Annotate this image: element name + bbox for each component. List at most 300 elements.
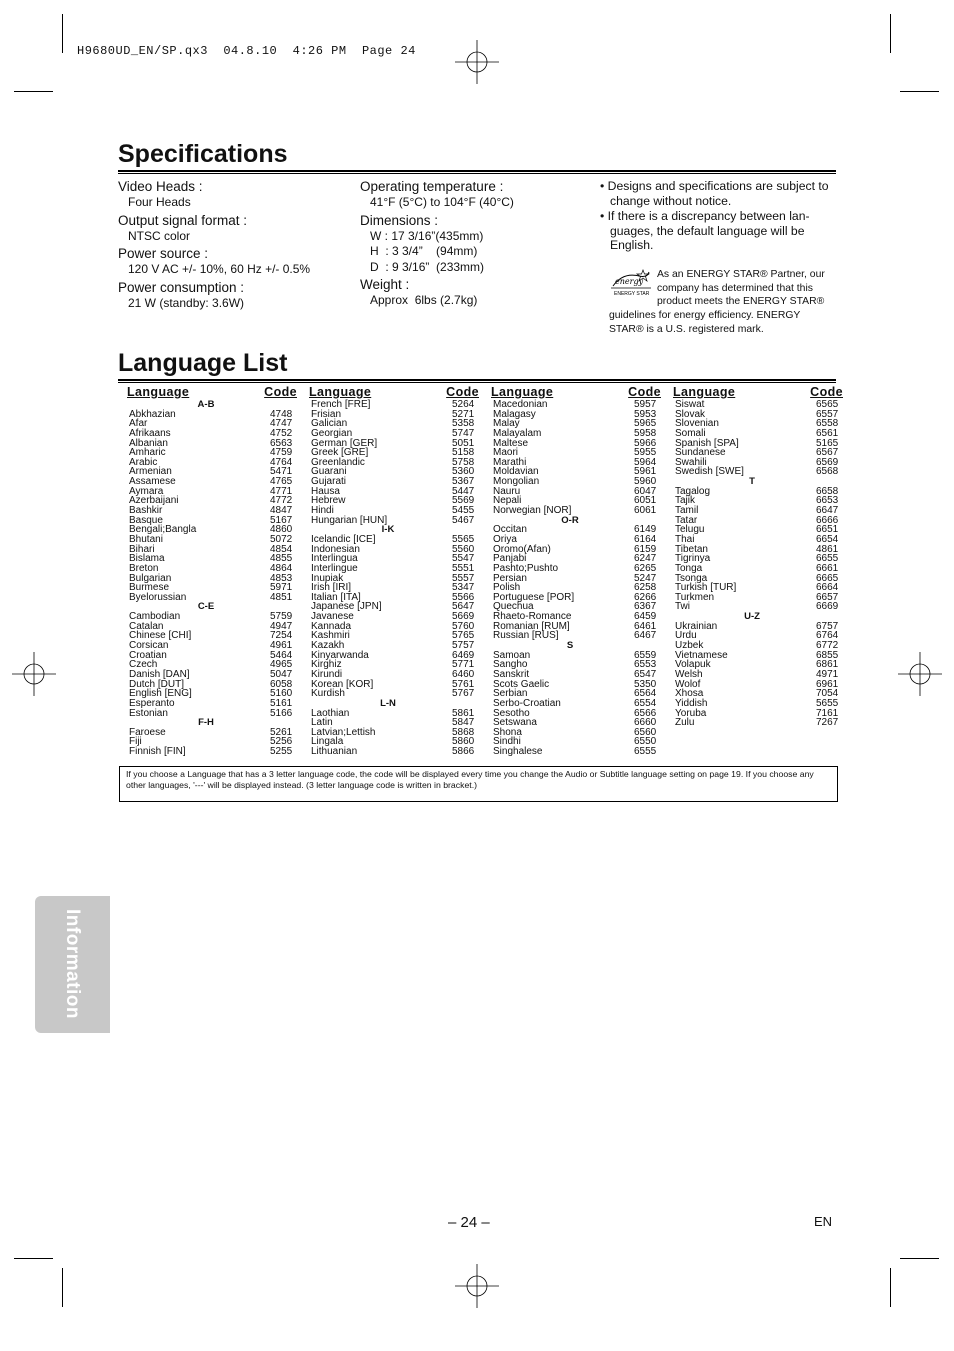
language-code: 6565	[816, 399, 839, 410]
language-name: Lithuanian	[311, 746, 358, 758]
header-code: Code	[446, 385, 479, 399]
energy-star-notice	[609, 268, 834, 337]
language-name: Greenlandic	[311, 456, 365, 468]
language-name: Turkmen	[675, 591, 715, 603]
spec-value: W : 17 3/16”(435mm)	[370, 228, 484, 243]
language-name: Arabic	[129, 456, 158, 468]
spec-value: 21 W (standby: 3.6W)	[128, 295, 245, 310]
language-name: Tibetan	[675, 543, 708, 555]
language-row	[673, 718, 843, 728]
spec-value: H : 3 3/4” (94mm)	[370, 244, 478, 258]
language-code: 5051	[452, 437, 475, 449]
language-code: 4965	[270, 659, 293, 671]
language-name: Malagasy	[493, 408, 536, 420]
crop-mark	[14, 1258, 53, 1259]
language-name: Oriya	[493, 533, 517, 545]
language-code: 5759	[270, 611, 293, 623]
section-heading: I-K	[381, 524, 395, 536]
spec-label: Power source :	[118, 246, 209, 261]
language-code: 5256	[270, 736, 293, 748]
language-code: 6460	[452, 668, 475, 680]
language-code: 6159	[634, 543, 657, 555]
energy-star-logo-icon	[609, 268, 653, 296]
language-name: Georgian	[311, 427, 353, 439]
language-name: Malayalam	[493, 427, 542, 439]
language-code: 6247	[634, 553, 657, 565]
header-code: Code	[628, 385, 661, 399]
language-name: Zulu	[675, 717, 695, 729]
spec-column-2	[360, 178, 514, 311]
language-row	[309, 516, 479, 526]
language-name: Galician	[311, 418, 348, 430]
spec-value: 41°F (5°C) to 104°F (40°C)	[370, 195, 514, 209]
section-heading: F-H	[198, 717, 214, 729]
spec-label: Weight :	[360, 277, 410, 292]
language-name: Breton	[129, 562, 159, 574]
language-name: Cambodian	[129, 611, 181, 623]
language-name: Irish [IRI]	[311, 582, 352, 594]
language-name: Hebrew	[311, 495, 346, 507]
language-code: 5165	[816, 437, 839, 449]
specifications-title: Specifications	[118, 140, 288, 168]
language-name: Setswana	[493, 717, 537, 729]
language-code: 5072	[270, 533, 293, 545]
print-slug: H9680UD_EN/SP.qx3 04.8.10 4:26 PM Page 24	[77, 44, 416, 58]
language-rows	[309, 400, 479, 757]
language-code: 4747	[270, 418, 293, 430]
header-code: Code	[810, 385, 843, 399]
language-code: 5161	[270, 697, 293, 709]
language-code: 6665	[816, 572, 839, 584]
language-name: Maltese	[493, 437, 529, 449]
language-name: Turkish [TUR]	[675, 582, 737, 594]
language-name: Quechua	[493, 601, 534, 613]
spec-value: NTSC color	[128, 228, 191, 243]
language-name: Korean [KOR]	[311, 678, 374, 690]
language-name: Albanian	[129, 437, 168, 449]
registration-mark	[898, 652, 942, 696]
language-code: 6861	[816, 659, 839, 671]
language-code: 5868	[452, 726, 475, 738]
language-code: 4861	[816, 543, 839, 555]
language-code: 5953	[634, 408, 657, 420]
language-name: Occitan	[493, 524, 527, 536]
language-code: 4847	[270, 505, 293, 517]
language-code: 5669	[452, 611, 475, 623]
language-name: Guarani	[311, 466, 347, 478]
language-code: 4772	[270, 495, 293, 507]
language-name: Kirundi	[311, 668, 343, 680]
language-name: Kinyarwanda	[311, 649, 369, 661]
language-name: Tamil	[675, 505, 699, 517]
language-code: 5757	[452, 640, 475, 652]
language-code: 5467	[452, 514, 475, 526]
language-row	[673, 467, 843, 477]
language-name: Kannada	[311, 620, 352, 632]
spec-column-1	[118, 178, 310, 313]
language-code: 5958	[634, 427, 657, 439]
language-name: Aymara	[129, 485, 164, 497]
language-code: 5255	[270, 746, 293, 758]
language-name: Romanian [RUM]	[493, 620, 570, 632]
language-rows	[127, 400, 297, 757]
crop-mark	[62, 1268, 63, 1307]
language-code: 5569	[452, 495, 475, 507]
language-code: 6547	[634, 668, 657, 680]
language-name: Tajik	[675, 495, 696, 507]
language-name: Interlingue	[311, 562, 358, 574]
language-name: Indonesian	[311, 543, 360, 555]
language-code: 4853	[270, 572, 293, 584]
language-name: Nepali	[493, 495, 522, 507]
language-name: Pashto;Pushto	[493, 562, 559, 574]
language-code: 6559	[634, 649, 657, 661]
language-code: 6367	[634, 601, 657, 613]
language-column	[127, 384, 297, 757]
language-name: Fiji	[129, 736, 142, 748]
language-code: 7054	[816, 688, 839, 700]
language-code: 5771	[452, 659, 475, 671]
language-name: Welsh	[675, 668, 703, 680]
language-code: 5964	[634, 456, 657, 468]
language-name: Serbo-Croatian	[493, 697, 561, 709]
language-code: 4765	[270, 476, 293, 488]
language-name: Rhaeto-Romance	[493, 611, 572, 623]
language-name: Italian [ITA]	[311, 591, 361, 603]
language-name: Tatar	[675, 514, 698, 526]
language-name: Polish	[493, 582, 521, 594]
language-row	[309, 747, 479, 757]
language-code: 5350	[634, 678, 657, 690]
language-code: 6655	[816, 553, 839, 565]
language-name: Spanish [SPA]	[675, 437, 739, 449]
language-code: 5160	[270, 688, 293, 700]
svg-text:energy: energy	[615, 277, 644, 286]
svg-text:ENERGY STAR: ENERGY STAR	[614, 291, 650, 296]
language-rows	[673, 400, 843, 728]
language-code: 5358	[452, 418, 475, 430]
language-code: 5261	[270, 726, 293, 738]
language-code: 5655	[816, 697, 839, 709]
language-code: 5471	[270, 466, 293, 478]
section-heading: U-Z	[744, 611, 760, 623]
language-name: Afar	[129, 418, 148, 430]
language-code: 5866	[452, 746, 475, 758]
language-name: Inupiak	[311, 572, 344, 584]
language-code: 6568	[816, 466, 839, 478]
language-name: Telugu	[675, 524, 705, 536]
language-name: Bengali;Bangla	[129, 524, 197, 536]
language-code: 5847	[452, 717, 475, 729]
language-code: 4752	[270, 427, 293, 439]
language-code: 6654	[816, 533, 839, 545]
language-code: 6660	[634, 717, 657, 729]
language-name: Thai	[675, 533, 695, 545]
header-code: Code	[264, 385, 297, 399]
language-code: 6757	[816, 620, 839, 632]
header-language: Language	[127, 385, 190, 399]
language-name: Kirghiz	[311, 659, 342, 671]
language-name: Corsican	[129, 640, 169, 652]
language-name: Greek [GRE]	[311, 447, 369, 459]
language-code: 5747	[452, 427, 475, 439]
language-code: 6459	[634, 611, 657, 623]
language-code: 6149	[634, 524, 657, 536]
language-code: 6569	[816, 456, 839, 468]
language-name: Wolof	[675, 678, 701, 690]
language-name: Yoruba	[675, 707, 707, 719]
language-name: Lingala	[311, 736, 344, 748]
language-code: 5861	[452, 707, 475, 719]
language-name: Icelandic [ICE]	[311, 533, 376, 545]
language-name: Estonian	[129, 707, 168, 719]
language-code: 6164	[634, 533, 657, 545]
language-code: 5965	[634, 418, 657, 430]
language-code: 6558	[816, 418, 839, 430]
spec-notes	[600, 179, 836, 254]
language-name: Tsonga	[675, 572, 708, 584]
language-name: Hindi	[311, 505, 334, 517]
language-code: 5047	[270, 668, 293, 680]
language-code: 6550	[634, 736, 657, 748]
language-column	[491, 384, 661, 757]
language-name: Samoan	[493, 649, 531, 661]
language-code: 4759	[270, 447, 293, 459]
language-name: Shona	[493, 726, 522, 738]
page-number: – 24 –	[448, 1214, 490, 1231]
language-code: 5560	[452, 543, 475, 555]
language-name: Malay	[493, 418, 520, 430]
language-code: 6265	[634, 562, 657, 574]
language-code: 4764	[270, 456, 293, 468]
language-code: 5966	[634, 437, 657, 449]
language-list-title: Language List	[118, 349, 288, 377]
language-code: 5765	[452, 630, 475, 642]
language-code: 6560	[634, 726, 657, 738]
language-code: 5347	[452, 582, 475, 594]
language-code: 6657	[816, 591, 839, 603]
language-code: 4771	[270, 485, 293, 497]
language-code: 5760	[452, 620, 475, 632]
language-name: Armenian	[129, 466, 172, 478]
language-name: Portuguese [POR]	[493, 591, 575, 603]
language-code: 5566	[452, 591, 475, 603]
language-name: Afrikaans	[129, 427, 171, 439]
language-name: Nauru	[493, 485, 521, 497]
crop-mark	[890, 1268, 891, 1307]
language-name: Chinese [CHI]	[129, 630, 192, 642]
language-row	[491, 631, 661, 641]
language-code: 6564	[634, 688, 657, 700]
language-name: Kashmiri	[311, 630, 350, 642]
language-code: 6647	[816, 505, 839, 517]
section-heading: A-B	[197, 399, 215, 410]
language-name: Japanese [JPN]	[311, 601, 382, 613]
language-name: Singhalese	[493, 746, 543, 758]
language-name: Moldavian	[493, 466, 539, 478]
language-name: Xhosa	[675, 688, 704, 700]
language-code: 6764	[816, 630, 839, 642]
language-name: Bashkir	[129, 505, 163, 517]
language-name: Vietnamese	[675, 649, 728, 661]
language-name: Azerbaijani	[129, 495, 179, 507]
language-name: Bihari	[129, 543, 155, 555]
language-code: 5971	[270, 582, 293, 594]
language-code: 6555	[634, 746, 657, 758]
language-name: Abkhazian	[129, 408, 176, 420]
energy-star-text: As an ENERGY STAR® Partner, our company has determined that this product meets the ENERGY STAR® guidelines for energy efficiency. ENERGY STAR® is a U.S. registered mark.	[609, 269, 825, 335]
language-rows	[491, 400, 661, 757]
language-code: 6658	[816, 485, 839, 497]
section-heading: T	[749, 476, 755, 488]
language-name: Bislama	[129, 553, 165, 565]
language-name: Swedish [SWE]	[675, 466, 744, 478]
language-code: 7161	[816, 707, 839, 719]
language-code: 6467	[634, 630, 657, 642]
language-code: 6058	[270, 678, 293, 690]
spec-label: Dimensions :	[360, 212, 439, 228]
language-code: 6664	[816, 582, 839, 594]
language-name: Sundanese	[675, 447, 726, 459]
language-name: Mongolian	[493, 476, 540, 488]
language-code: 5767	[452, 688, 475, 700]
spec-value: 120 V AC +/- 10%, 60 Hz +/- 0.5%	[128, 262, 311, 276]
language-name: Burmese	[129, 582, 170, 594]
language-code: 5551	[452, 562, 475, 574]
language-name: Panjabi	[493, 553, 527, 565]
section-heading: L-N	[380, 697, 396, 709]
language-name: Dutch [DUT]	[129, 678, 185, 690]
title-rule	[118, 379, 836, 383]
language-code: 6266	[634, 591, 657, 603]
spec-label: Video Heads :	[118, 179, 203, 194]
spec-value: Four Heads	[128, 195, 191, 209]
section-heading: O-R	[561, 514, 579, 526]
language-name: Twi	[675, 601, 690, 613]
language-name: German [GER]	[311, 437, 378, 449]
language-name: Somali	[675, 427, 706, 439]
language-code: 5860	[452, 736, 475, 748]
language-code: 5565	[452, 533, 475, 545]
language-name: Hungarian [HUN]	[311, 514, 388, 526]
language-name: Sesotho	[493, 707, 530, 719]
language-code: 5960	[634, 476, 657, 488]
language-name: Latin	[311, 717, 333, 729]
language-code: 5761	[452, 678, 475, 690]
language-name: Tagalog	[675, 485, 711, 497]
language-name: Marathi	[493, 456, 527, 468]
language-name: Swahili	[675, 456, 707, 468]
language-code: 6566	[634, 707, 657, 719]
language-name: Slovak	[675, 408, 706, 420]
language-name: Latvian;Lettish	[311, 726, 376, 738]
language-name: Serbian	[493, 688, 528, 700]
language-name: Siswat	[675, 399, 705, 410]
language-name: Slovenian	[675, 418, 719, 430]
language-code: 5247	[634, 572, 657, 584]
language-code: 6047	[634, 485, 657, 497]
language-code: 4851	[270, 591, 293, 603]
language-code: 6051	[634, 495, 657, 507]
language-name: Tonga	[675, 562, 703, 574]
crop-mark	[890, 14, 891, 53]
language-name: Volapuk	[675, 659, 711, 671]
language-name: Ukrainian	[675, 620, 718, 632]
language-name: Persian	[493, 572, 527, 584]
language-code: 6061	[634, 505, 657, 517]
language-code: 6561	[816, 427, 839, 439]
spec-label: Operating temperature :	[360, 179, 504, 194]
language-code: 6461	[634, 620, 657, 632]
language-name: Oromo(Afan)	[493, 543, 551, 555]
language-name: Javanese	[311, 611, 354, 623]
language-code: 7267	[816, 717, 839, 729]
language-name: Catalan	[129, 620, 164, 632]
language-code: 4947	[270, 620, 293, 632]
language-name: English [ENG]	[129, 688, 192, 700]
language-name: Amharic	[129, 447, 166, 459]
language-name: Laothian	[311, 707, 350, 719]
language-name: Yiddish	[675, 697, 708, 709]
language-code: 5360	[452, 466, 475, 478]
spec-value: Approx 6lbs (2.7kg)	[370, 293, 478, 307]
language-code: 6469	[452, 649, 475, 661]
language-name: Macedonian	[493, 399, 548, 410]
language-marker: EN	[814, 1214, 833, 1229]
language-name: Interlingua	[311, 553, 358, 565]
language-code: 6772	[816, 640, 839, 652]
language-code: 4748	[270, 408, 293, 420]
language-code: 5957	[634, 399, 657, 410]
language-row	[491, 747, 661, 757]
language-name: Frisian	[311, 408, 342, 420]
language-name: Maori	[493, 447, 519, 459]
language-name: Danish [DAN]	[129, 668, 190, 680]
language-code: 6651	[816, 524, 839, 536]
language-code: 5271	[452, 408, 475, 420]
language-code: 6553	[634, 659, 657, 671]
language-name: Sanskrit	[493, 668, 530, 680]
language-name: Kazakh	[311, 640, 345, 652]
header-language: Language	[491, 385, 554, 399]
language-code: 6258	[634, 582, 657, 594]
language-code: 6666	[816, 514, 839, 526]
language-name: Byelorussian	[129, 591, 187, 603]
language-name: Esperanto	[129, 697, 175, 709]
crop-mark	[900, 1258, 939, 1259]
language-code: 5264	[452, 399, 475, 410]
language-code: 5557	[452, 572, 475, 584]
section-tab-label: Information	[62, 909, 83, 1019]
language-code: 4860	[270, 524, 293, 536]
language-code: 5758	[452, 456, 475, 468]
language-table-header	[127, 384, 297, 400]
language-code: 5166	[270, 707, 293, 719]
registration-mark	[455, 40, 499, 84]
language-name: Czech	[129, 659, 158, 671]
language-code: 5158	[452, 447, 475, 459]
language-table-header	[673, 384, 843, 400]
language-code: 5167	[270, 514, 293, 526]
language-code: 5547	[452, 553, 475, 565]
crop-mark	[62, 14, 63, 53]
language-column	[309, 384, 479, 757]
language-row	[127, 747, 297, 757]
language-column	[673, 384, 843, 728]
note-item: • If there is a discrepancy between lan-guages, the default language will be English.	[600, 209, 810, 252]
language-code-note: If you choose a Language that has a 3 letter language code, the code will be displayed every time you change the Audio or Subtitle language setting on page 19. If you choose any other languages, '---' will be displayed instead. (3 letter language code is written in bracket.)	[119, 766, 838, 802]
header-language: Language	[673, 385, 736, 399]
